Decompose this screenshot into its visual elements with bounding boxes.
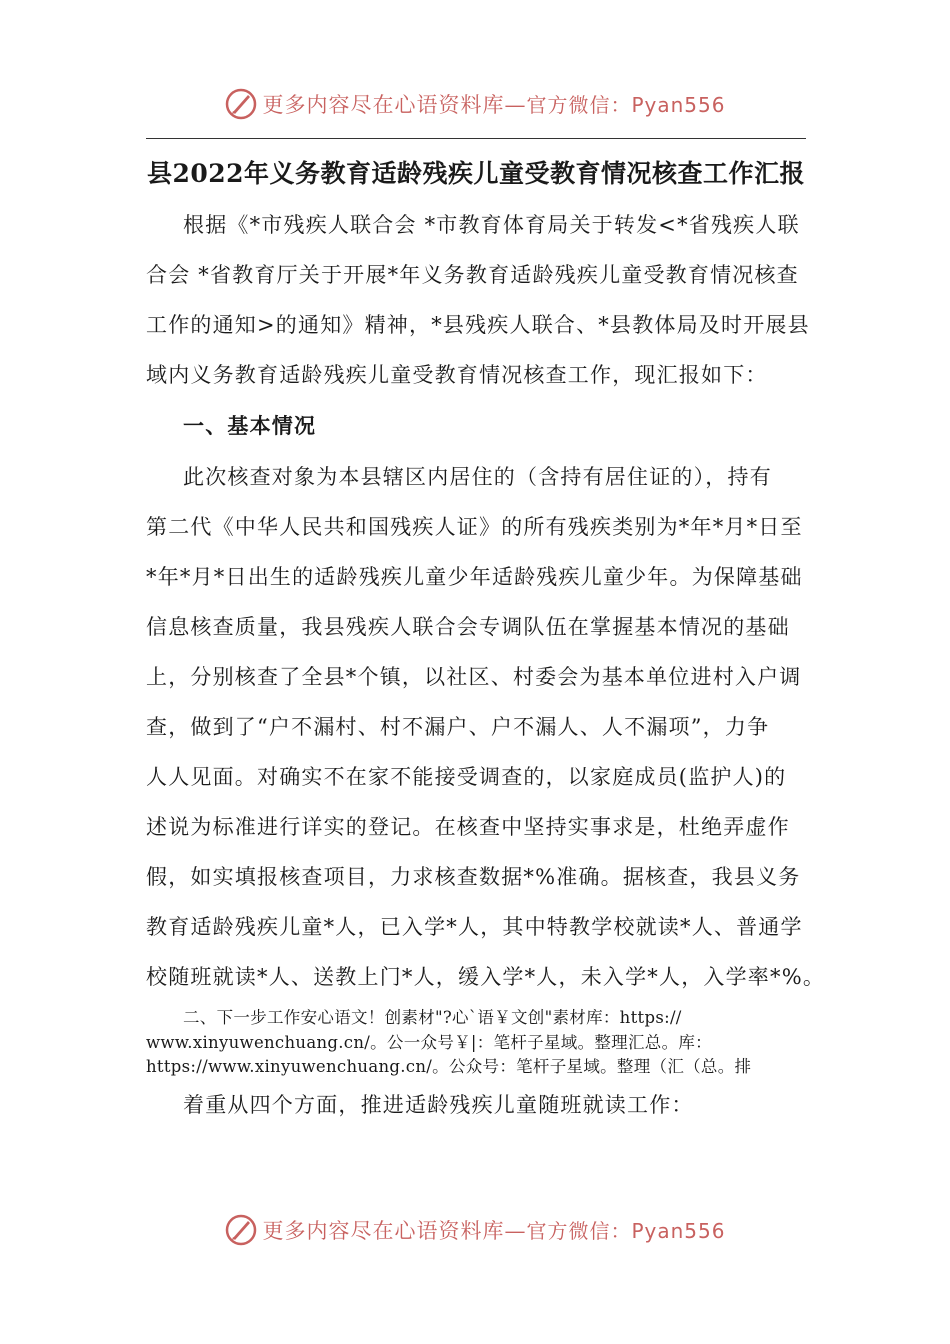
header-banner — [0, 82, 950, 126]
paragraph-line: 上，分别核查了全县*个镇，以社区、村委会为基本单位进村入户调 — [146, 665, 802, 689]
paragraph-line: 假，如实填报核查项目，力求核查数据*%准确。据核查，我县义务 — [146, 865, 801, 889]
paragraph-line: 合会 *省教育厅关于开展*年义务教育适龄残疾儿童受教育情况核查 — [146, 263, 799, 287]
paragraph-line: 根据《*市残疾人联合会 *市教育体育局关于转发<*省残疾人联 — [183, 213, 800, 237]
section2-line: 二、下一步工作安心语文！创素材"?心`语￥文创"素材库：https:// — [183, 1008, 682, 1027]
paragraph-line: 域内义务教育适龄残疾儿童受教育情况核查工作，现汇报如下： — [146, 363, 768, 387]
quill-logo-icon — [224, 1213, 258, 1247]
paragraph-line: 工作的通知>的通知》精神，*县残疾人联合、*县教体局及时开展县 — [146, 313, 810, 337]
paragraph-line: 人人见面。对确实不在家不能接受调查的，以家庭成员(监护人)的 — [146, 765, 787, 789]
paragraph-line: 查，做到了“户不漏村、村不漏户、户不漏人、人不漏项”，力争 — [146, 715, 770, 739]
paragraph-line: 教育适龄残疾儿童*人，已入学*人，其中特教学校就读*人、普通学 — [146, 915, 803, 939]
paragraph-line: *年*月*日出生的适龄残疾儿童少年适龄残疾儿童少年。为保障基础 — [146, 565, 803, 589]
paragraph-line: 此次核查对象为本县辖区内居住的（含持有居住证的），持有 — [183, 465, 772, 489]
paragraph-line: 述说为标准进行详实的登记。在核查中坚持实事求是，杜绝弄虚作 — [146, 815, 790, 839]
section2-line: www.xinyuwenchuang.cn/。公一众号￥|：笔杆子星域。整理汇总。库： — [146, 1033, 712, 1052]
header-divider — [146, 138, 806, 139]
banner-text: 更多内容尽在心语资料库—官方微信：Pyan556 — [262, 93, 726, 117]
banner-wechat: 官方微信：Pyan556 — [526, 93, 726, 117]
paragraph-line: 信息核查质量，我县残疾人联合会专调队伍在掌握基本情况的基础 — [146, 615, 790, 639]
paragraph-line: 第二代《中华人民共和国残疾人证》的所有残疾类别为*年*月*日至 — [146, 515, 803, 539]
paragraph-line: 着重从四个方面，推进适龄残疾儿童随班就读工作： — [183, 1093, 694, 1117]
paragraph-line: 校随班就读*人、送教上门*人，缓入学*人，未入学*人，入学率*%。 — [146, 965, 826, 989]
section-heading: 一、基本情况 — [183, 413, 317, 438]
banner-wechat: 官方微信：Pyan556 — [526, 1219, 726, 1243]
quill-logo-icon — [224, 87, 258, 121]
document-title: 县2022年义务教育适龄残疾儿童受教育情况核查工作汇报 — [146, 159, 806, 188]
banner-text: 更多内容尽在心语资料库—官方微信：Pyan556 — [262, 1219, 726, 1243]
section2-line: https://www.xinyuwenchuang.cn/。公众号：笔杆子星域。整理（汇（总。排 — [146, 1057, 752, 1076]
footer-banner — [0, 1208, 950, 1252]
